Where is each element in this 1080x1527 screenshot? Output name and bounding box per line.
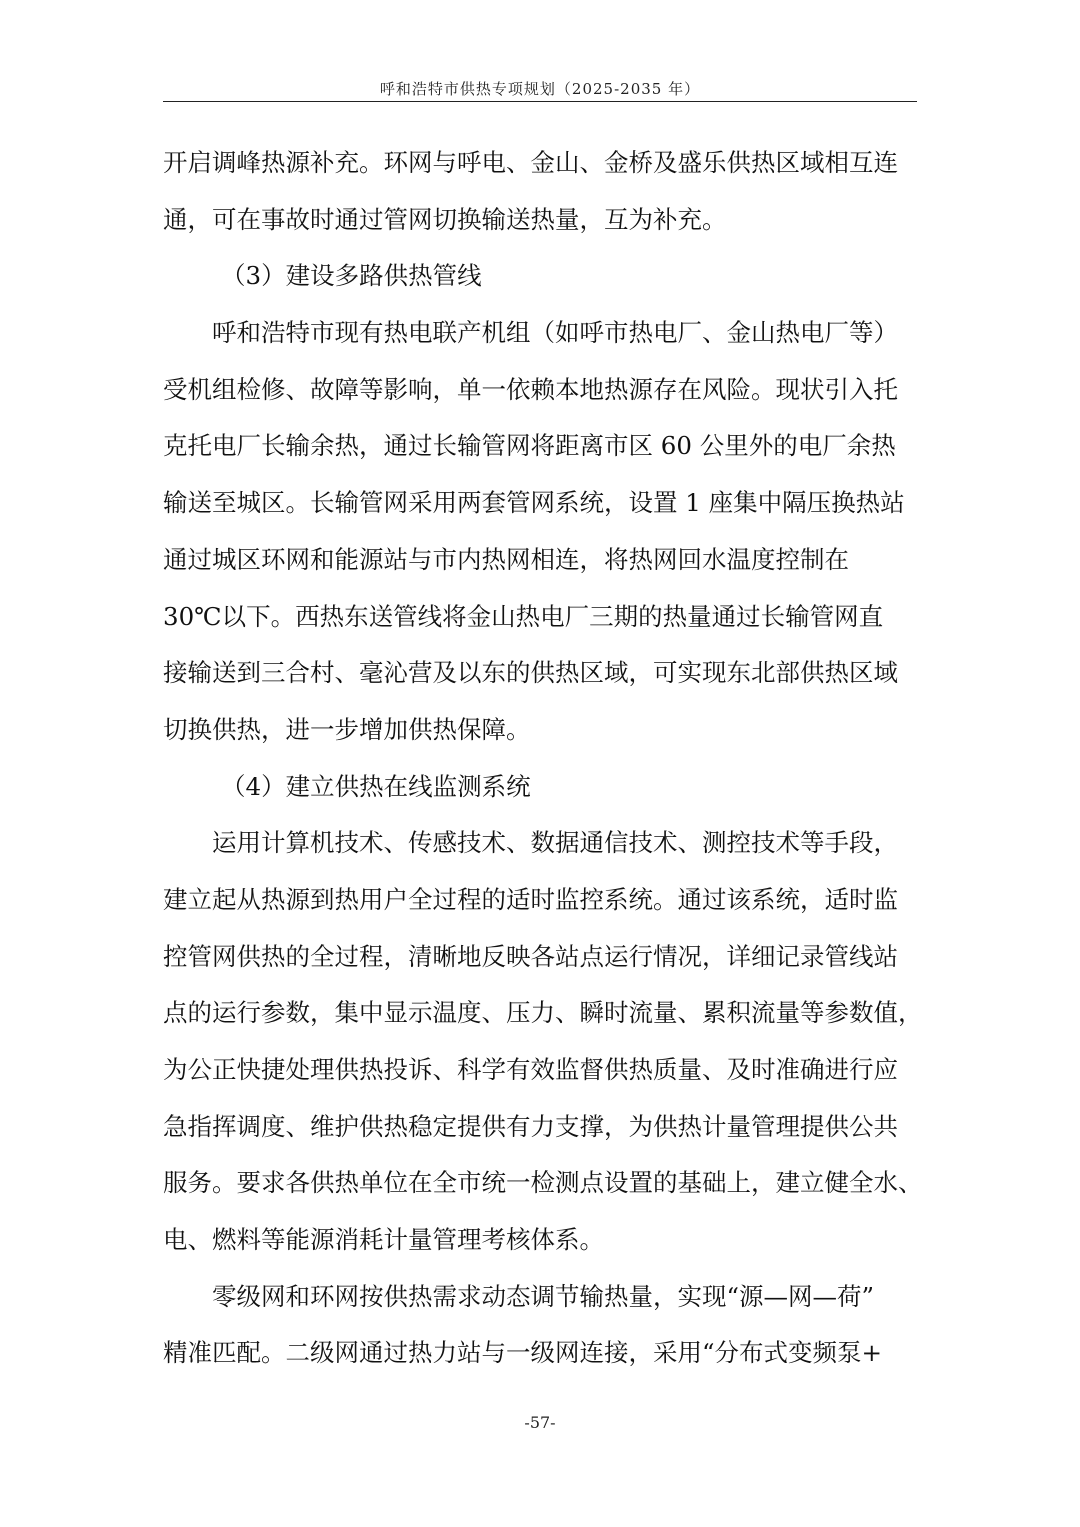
body-line: 服务。要求各供热单位在全市统一检测点设置的基础上，建立健全水、 xyxy=(163,1168,923,1198)
body-line: 受机组检修、故障等影响，单一依赖本地热源存在风险。现状引入托 xyxy=(163,374,898,404)
body-line: 30℃以下。西热东送管线将金山热电厂三期的热量通过长输管网直 xyxy=(163,601,884,631)
body-line: 急指挥调度、维护供热稳定提供有力支撑，为供热计量管理提供公共 xyxy=(163,1111,898,1141)
page-number: -57- xyxy=(524,1413,556,1432)
body-line: 为公正快捷处理供热投诉、科学有效监督供热质量、及时准确进行应 xyxy=(163,1055,898,1084)
body-line: 通，可在事故时通过管网切换输送热量，互为补充。 xyxy=(163,204,727,234)
section-heading: （3）建设多路供热管线 xyxy=(221,261,482,291)
body-line: 通过城区环网和能源站与市内热网相连，将热网回水温度控制在 xyxy=(163,544,849,574)
running-header: 呼和浩特市供热专项规划（2025-2035 年） xyxy=(379,80,701,98)
body-line: 运用计算机技术、传感技术、数据通信技术、测控技术等手段， xyxy=(212,828,898,858)
body-line: 切换供热，进一步增加供热保障。 xyxy=(163,714,531,744)
body-line: 呼和浩特市现有热电联产机组（如呼市热电厂、金山热电厂等） xyxy=(212,318,898,348)
body-line: 点的运行参数，集中显示温度、压力、瞬时流量、累积流量等参数值， xyxy=(163,998,923,1028)
body-line: 输送至城区。长输管网采用两套管网系统，设置 1 座集中隔压换热站 xyxy=(163,488,905,518)
section-heading: （4）建立供热在线监测系统 xyxy=(221,771,531,801)
body-line: 电、燃料等能源消耗计量管理考核体系。 xyxy=(163,1225,604,1255)
body-line: 开启调峰热源补充。环网与呼电、金山、金桥及盛乐供热区域相互连 xyxy=(163,148,898,177)
body-text xyxy=(163,135,923,1382)
body-line: 克托电厂长输余热，通过长输管网将距离市区 60 公里外的电厂余热 xyxy=(163,431,896,461)
header-rule xyxy=(163,101,917,102)
body-line: 精准匹配。二级网通过热力站与一级网连接，采用“分布式变频泵+ xyxy=(163,1338,883,1368)
body-line: 零级网和环网按供热需求动态调节输热量，实现“源—网—荷” xyxy=(212,1281,875,1311)
body-line: 建立起从热源到热用户全过程的适时监控系统。通过该系统，适时监 xyxy=(163,884,898,914)
body-line: 控管网供热的全过程，清晰地反映各站点运行情况，详细记录管线站 xyxy=(163,941,898,971)
body-line: 接输送到三合村、毫沁营及以东的供热区域，可实现东北部供热区域 xyxy=(163,658,898,688)
